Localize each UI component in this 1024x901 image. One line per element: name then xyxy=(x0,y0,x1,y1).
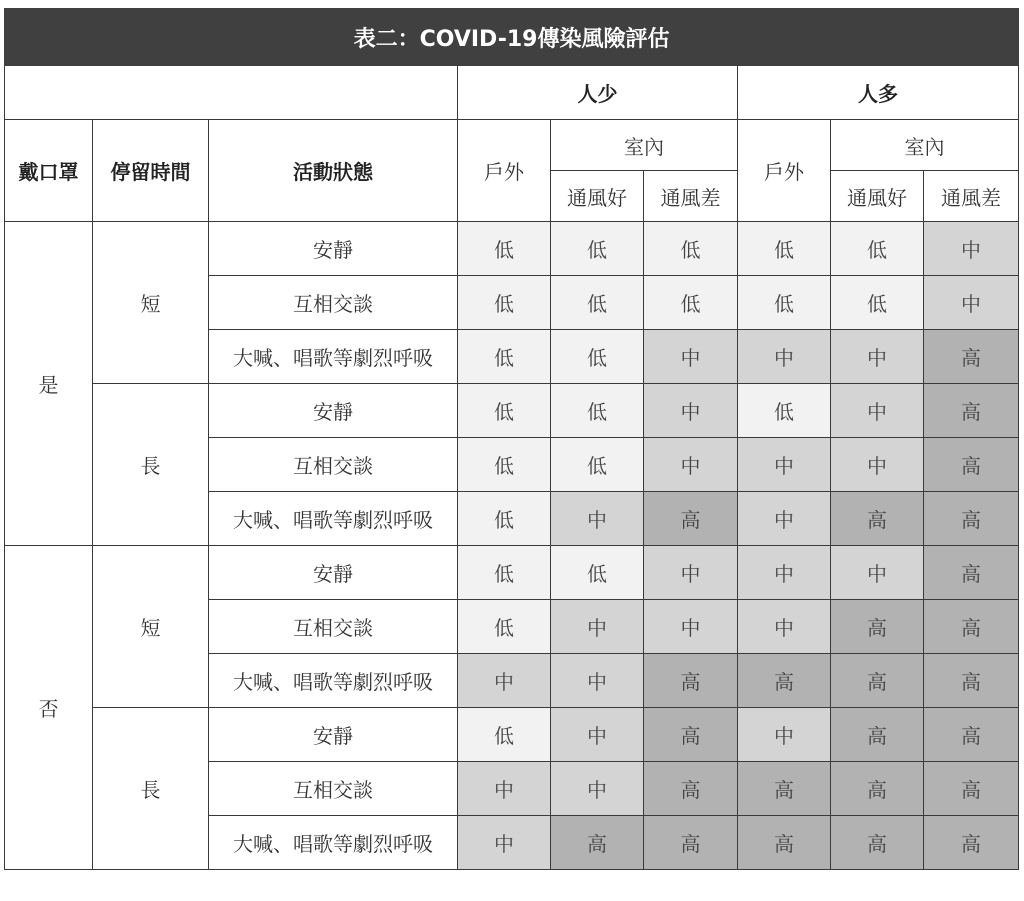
mask-yes-label: 是 xyxy=(5,222,93,546)
risk-cell: 低 xyxy=(831,276,924,330)
activity-label: 大喊、唱歌等劇烈呼吸 xyxy=(209,492,458,546)
header-vent-good-few: 通風好 xyxy=(551,171,644,222)
duration-short-label: 短 xyxy=(93,546,209,708)
risk-cell: 低 xyxy=(458,384,551,438)
risk-cell: 低 xyxy=(458,438,551,492)
risk-cell: 高 xyxy=(831,654,924,708)
risk-cell: 高 xyxy=(831,708,924,762)
risk-cell: 低 xyxy=(738,384,831,438)
risk-cell: 高 xyxy=(924,492,1019,546)
activity-label: 安靜 xyxy=(209,708,458,762)
header-vent-poor-few: 通風差 xyxy=(644,171,738,222)
mask-no-label: 否 xyxy=(5,546,93,870)
risk-cell: 中 xyxy=(551,762,644,816)
risk-cell: 低 xyxy=(458,708,551,762)
risk-cell: 低 xyxy=(458,330,551,384)
header-outdoor-few: 戶外 xyxy=(458,120,551,222)
risk-cell: 中 xyxy=(551,654,644,708)
risk-cell: 中 xyxy=(644,384,738,438)
risk-table-container xyxy=(4,8,1018,870)
risk-cell: 中 xyxy=(458,816,551,870)
risk-cell: 中 xyxy=(551,708,644,762)
risk-cell: 中 xyxy=(831,438,924,492)
risk-cell: 中 xyxy=(738,600,831,654)
risk-cell: 高 xyxy=(924,546,1019,600)
risk-cell: 低 xyxy=(551,222,644,276)
activity-label: 大喊、唱歌等劇烈呼吸 xyxy=(209,654,458,708)
risk-cell: 高 xyxy=(738,762,831,816)
header-indoor-few: 室內 xyxy=(551,120,738,171)
risk-cell: 低 xyxy=(551,546,644,600)
risk-cell: 低 xyxy=(458,546,551,600)
risk-cell: 高 xyxy=(924,438,1019,492)
risk-cell: 高 xyxy=(644,762,738,816)
risk-cell: 高 xyxy=(644,816,738,870)
table-row xyxy=(5,384,1019,438)
risk-cell: 低 xyxy=(831,222,924,276)
risk-cell: 中 xyxy=(738,708,831,762)
header-vent-good-many: 通風好 xyxy=(831,171,924,222)
risk-cell: 高 xyxy=(924,708,1019,762)
table-row xyxy=(5,222,1019,276)
activity-label: 大喊、唱歌等劇烈呼吸 xyxy=(209,330,458,384)
risk-table xyxy=(4,8,1019,870)
risk-cell: 中 xyxy=(644,600,738,654)
corner-blank xyxy=(5,66,458,120)
activity-label: 安靜 xyxy=(209,546,458,600)
activity-label: 互相交談 xyxy=(209,762,458,816)
risk-cell: 中 xyxy=(831,384,924,438)
risk-cell: 高 xyxy=(924,654,1019,708)
risk-cell: 高 xyxy=(644,654,738,708)
risk-cell: 低 xyxy=(738,222,831,276)
risk-cell: 高 xyxy=(924,330,1019,384)
risk-cell: 高 xyxy=(924,762,1019,816)
activity-label: 互相交談 xyxy=(209,438,458,492)
risk-cell: 高 xyxy=(644,708,738,762)
risk-cell: 中 xyxy=(924,222,1019,276)
risk-cell: 高 xyxy=(644,492,738,546)
risk-cell: 中 xyxy=(831,546,924,600)
header-activity: 活動狀態 xyxy=(209,120,458,222)
risk-cell: 低 xyxy=(458,492,551,546)
duration-long-label: 長 xyxy=(93,708,209,870)
activity-label: 互相交談 xyxy=(209,600,458,654)
risk-cell: 低 xyxy=(551,384,644,438)
risk-cell: 中 xyxy=(738,438,831,492)
risk-cell: 中 xyxy=(551,492,644,546)
risk-cell: 低 xyxy=(644,222,738,276)
risk-cell: 高 xyxy=(831,492,924,546)
risk-cell: 低 xyxy=(458,276,551,330)
header-duration: 停留時間 xyxy=(93,120,209,222)
risk-cell: 低 xyxy=(644,276,738,330)
risk-cell: 高 xyxy=(831,762,924,816)
risk-cell: 高 xyxy=(831,600,924,654)
table-row xyxy=(5,546,1019,600)
risk-cell: 中 xyxy=(644,330,738,384)
risk-cell: 中 xyxy=(738,546,831,600)
activity-label: 安靜 xyxy=(209,222,458,276)
risk-cell: 中 xyxy=(644,438,738,492)
risk-cell: 低 xyxy=(738,276,831,330)
risk-cell: 高 xyxy=(738,654,831,708)
risk-cell: 低 xyxy=(458,600,551,654)
risk-cell: 高 xyxy=(924,600,1019,654)
risk-cell: 中 xyxy=(458,654,551,708)
risk-cell: 低 xyxy=(551,276,644,330)
activity-label: 安靜 xyxy=(209,384,458,438)
risk-cell: 中 xyxy=(458,762,551,816)
risk-cell: 中 xyxy=(738,492,831,546)
risk-cell: 高 xyxy=(738,816,831,870)
table-title: 表二：COVID-19傳染風險評估 xyxy=(5,9,1019,66)
header-mask: 戴口罩 xyxy=(5,120,93,222)
risk-cell: 高 xyxy=(551,816,644,870)
header-crowd-few: 人少 xyxy=(458,66,738,120)
risk-cell: 低 xyxy=(458,222,551,276)
activity-label: 互相交談 xyxy=(209,276,458,330)
table-row xyxy=(5,708,1019,762)
header-indoor-many: 室內 xyxy=(831,120,1019,171)
risk-cell: 低 xyxy=(551,330,644,384)
header-crowd-many: 人多 xyxy=(738,66,1019,120)
risk-cell: 高 xyxy=(831,816,924,870)
risk-cell: 低 xyxy=(551,438,644,492)
risk-cell: 高 xyxy=(924,384,1019,438)
activity-label: 大喊、唱歌等劇烈呼吸 xyxy=(209,816,458,870)
header-outdoor-many: 戶外 xyxy=(738,120,831,222)
risk-cell: 中 xyxy=(551,600,644,654)
risk-cell: 中 xyxy=(924,276,1019,330)
header-vent-poor-many: 通風差 xyxy=(924,171,1019,222)
risk-cell: 中 xyxy=(831,330,924,384)
duration-short-label: 短 xyxy=(93,222,209,384)
risk-cell: 中 xyxy=(738,330,831,384)
risk-cell: 中 xyxy=(644,546,738,600)
duration-long-label: 長 xyxy=(93,384,209,546)
risk-cell: 高 xyxy=(924,816,1019,870)
